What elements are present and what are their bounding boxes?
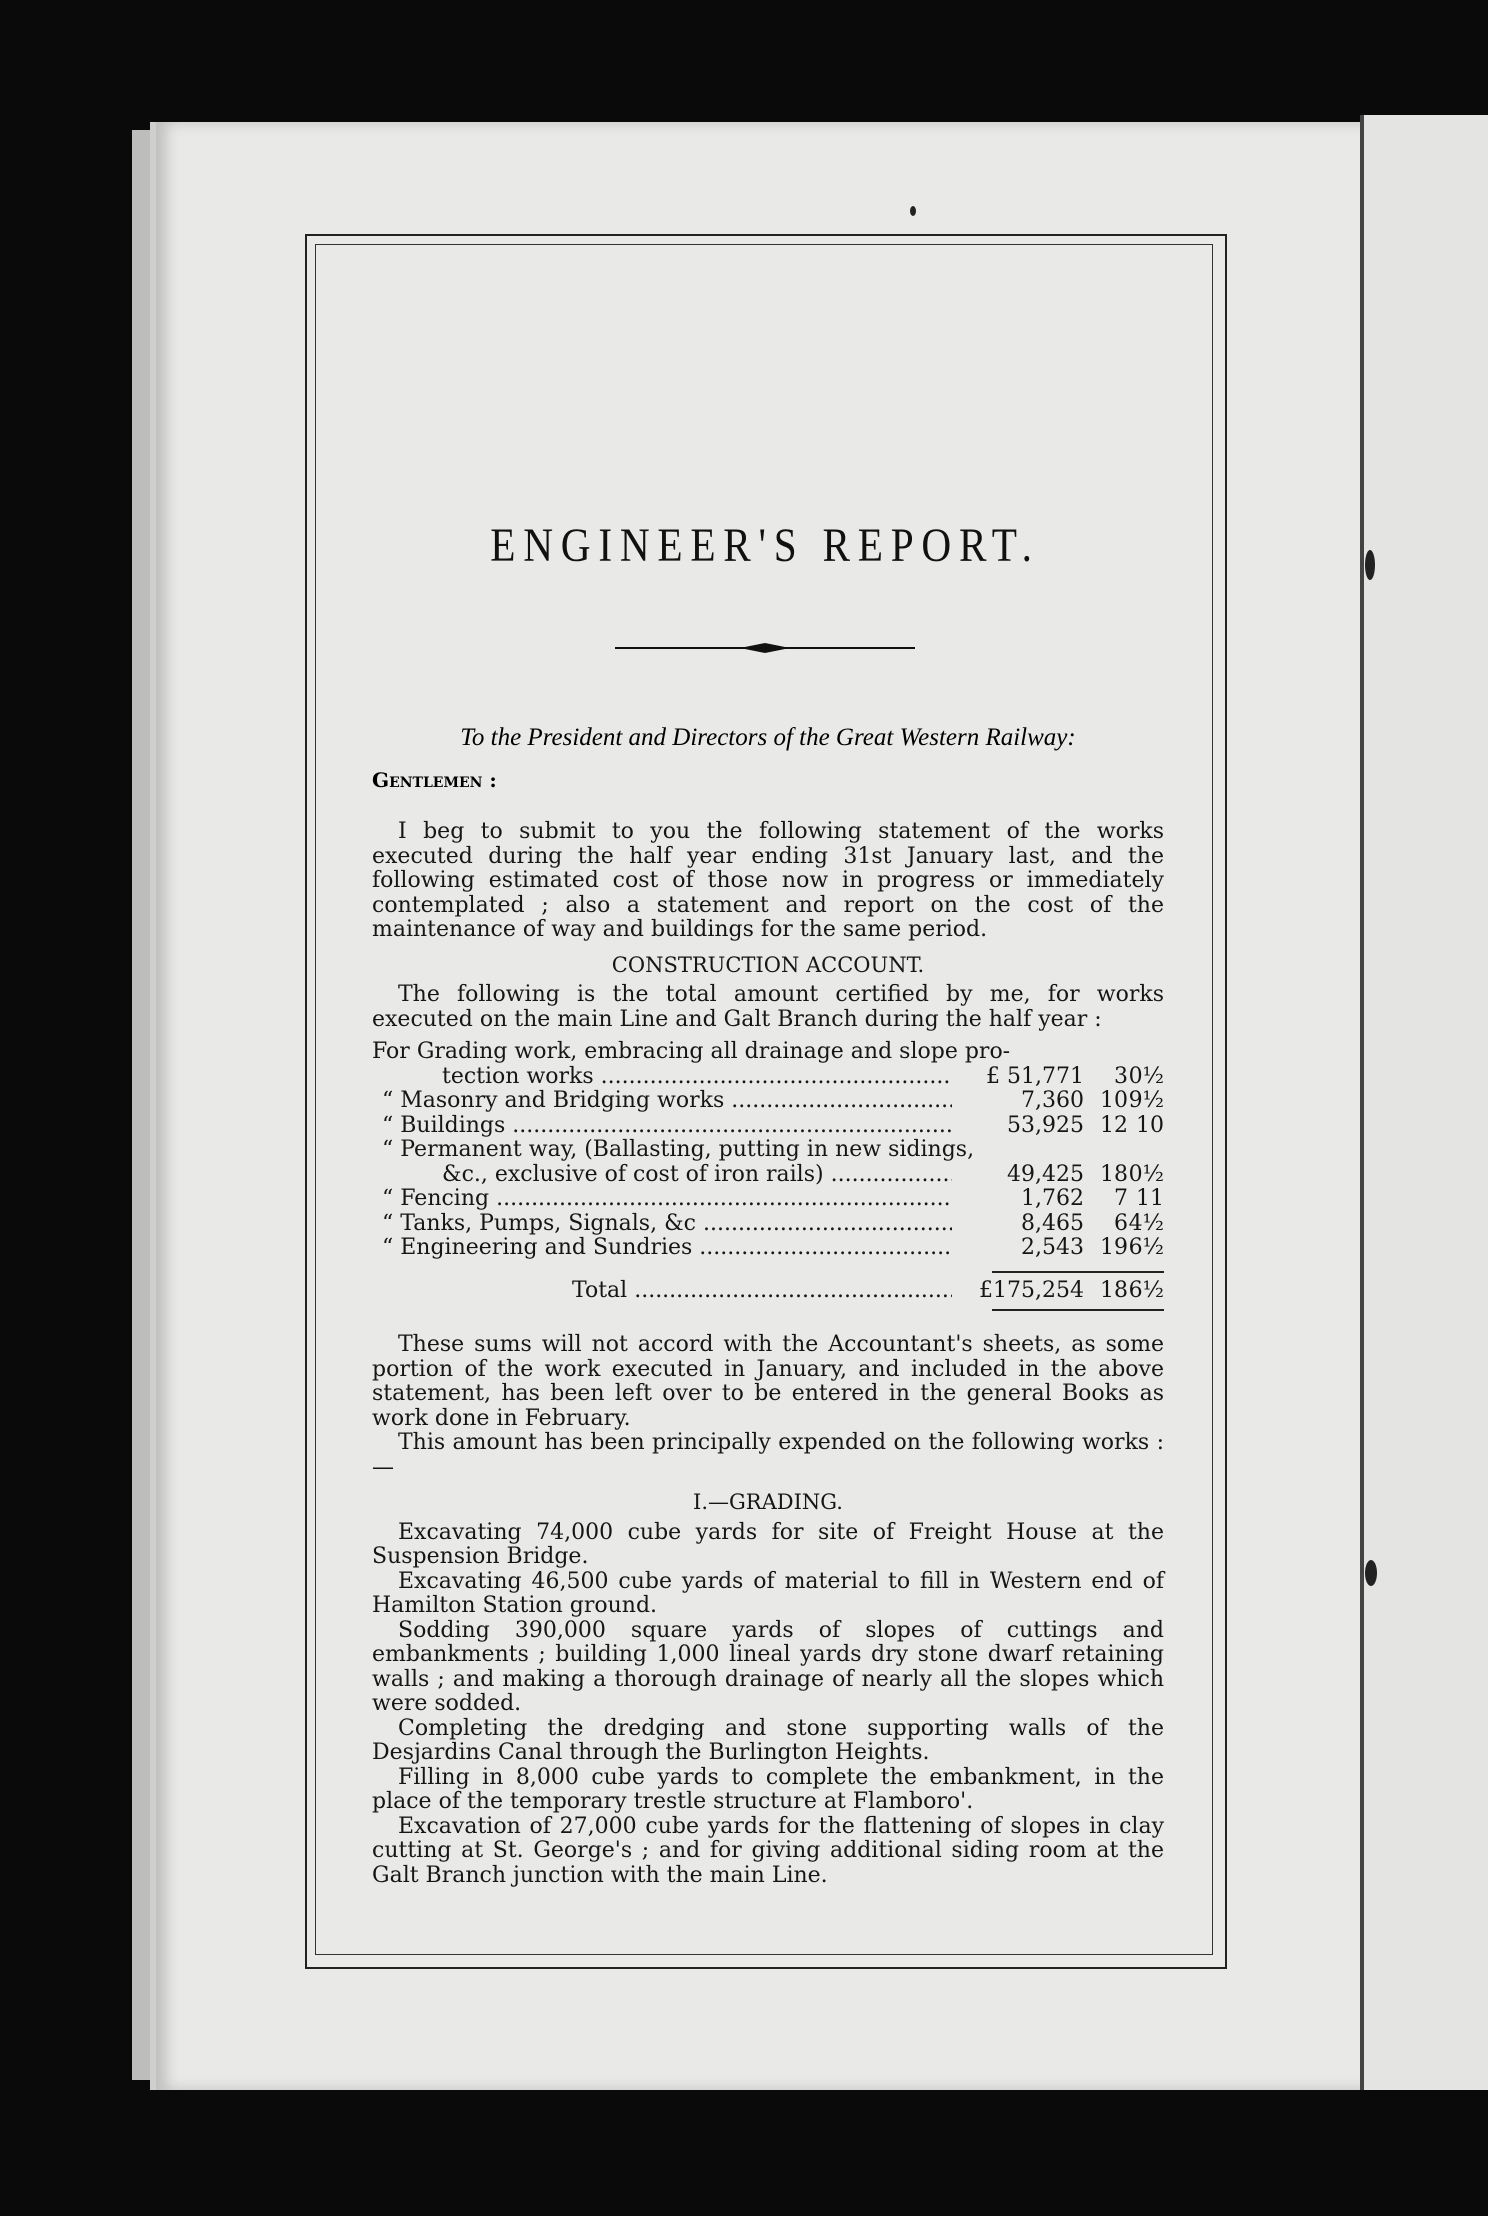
account-row-pence: 4½	[1128, 1210, 1164, 1236]
grading-list	[372, 1521, 1164, 1889]
construction-heading: CONSTRUCTION ACCOUNT.	[611, 952, 925, 977]
account-row-line1: “ Permanent way, (Ballasting, putting in new sidings,	[382, 1137, 975, 1162]
edge-mark	[1365, 1560, 1377, 1586]
account-row-pence: 11	[1136, 1186, 1164, 1211]
account-row	[372, 1187, 1164, 1212]
intro-paragraph: I beg to submit to you the following statement of the works executed during the half year ending 31st January last, and the following estimated cost of those now in progress or immediately contemplated ; also a statement and report on the cost of the maintenance of way and buildings for the same period.	[372, 819, 1164, 942]
account-row	[372, 1212, 1164, 1237]
edge-mark	[1365, 550, 1375, 580]
account-row-shillings: 19	[1100, 1235, 1128, 1260]
ink-speck	[910, 206, 916, 216]
account-row-shillings: 6	[1114, 1210, 1128, 1236]
account-row	[372, 1089, 1164, 1114]
account-row-shillings: 12	[1100, 1112, 1128, 1138]
account-row-header-permanent	[372, 1138, 1164, 1163]
salutation: Gentlemen :	[372, 768, 497, 792]
account-row-shillings: 10	[1100, 1088, 1128, 1113]
grading-item: Filling in 8,000 cube yards to complete the embankment, in the place of the temporary trestle structure at Flamboro'.	[372, 1764, 1164, 1814]
account-row-shillings: 3	[1114, 1063, 1128, 1089]
accountant-note: These sums will not accord with the Accountant's sheets, as some portion of the work executed in January, and included in the above statement, has been left over to be entered in the general Books as work done in February.	[372, 1332, 1164, 1431]
account-row-header-grading	[372, 1040, 1164, 1065]
address-line: To the President and Directors of the Great Western Railway:	[460, 724, 1076, 751]
account-row	[372, 1114, 1164, 1139]
book-spine	[132, 130, 150, 2080]
account-row-pounds: 49,425	[1007, 1161, 1084, 1187]
account-row-pounds: 2,543	[1021, 1235, 1084, 1260]
grading-item: Sodding 390,000 square yards of slopes of cuttings and embankments ; building 1,000 lineal yards dry stone dwarf retaining walls ; and making a thorough drainage of nearly all the slopes which were sodded.	[372, 1617, 1164, 1716]
account-row-label: “ Buildings .....	[372, 1114, 952, 1139]
grading-heading: I.—GRADING.	[693, 1490, 843, 1514]
account-row-label: “ Masonry and Bridging works .....	[372, 1089, 952, 1114]
account-row-label: &c., exclusive of cost of iron rails) .....	[372, 1163, 952, 1188]
account-row-label: “ Fencing .....	[372, 1187, 952, 1212]
account-row-pence: 6½	[1128, 1235, 1164, 1260]
account-row-shillings: 18	[1100, 1161, 1128, 1187]
total-rule-top	[992, 1271, 1164, 1273]
account-row	[372, 1236, 1164, 1261]
account-row-label: “ Tanks, Pumps, Signals, &c .....	[372, 1212, 952, 1237]
grading-item: Excavating 46,500 cube yards of material to fill in Western end of Hamilton Station ground.	[372, 1568, 1164, 1618]
account-row-pounds: 53,925	[1007, 1112, 1084, 1138]
account-total-row	[372, 1279, 1164, 1304]
account-row-pounds: 7,360	[1021, 1088, 1084, 1113]
account-row-pence: 9½	[1128, 1088, 1164, 1113]
account-row-label: tection works .....	[372, 1065, 952, 1090]
grading-item: Excavating 74,000 cube yards for site of Freight House at the Suspension Bridge.	[372, 1519, 1164, 1569]
total-pounds: £175,254	[979, 1277, 1084, 1303]
grading-item: Completing the dredging and stone supporting walls of the Desjardins Canal through the Burlington Heights.	[372, 1715, 1164, 1765]
account-row-pounds: 1,762	[1021, 1186, 1084, 1211]
account-row-pence: 10	[1136, 1112, 1164, 1138]
total-rule-bottom	[992, 1309, 1164, 1311]
account-row-shillings: 7	[1114, 1186, 1128, 1211]
account-row-label: “ Engineering and Sundries .....	[372, 1236, 952, 1261]
grading-item: Excavation of 27,000 cube yards for the flattening of slopes in clay cutting at St. George's ; and for giving additional siding room at the Galt Branch junction with the main Line.	[372, 1813, 1164, 1888]
construction-intro: The following is the total amount certified by me, for works executed on the main Line and Galt Branch during the half year :	[372, 982, 1164, 1032]
account-row-pounds: £ 51,771	[986, 1063, 1084, 1089]
account-row	[372, 1065, 1164, 1090]
account-row-pounds: 8,465	[1021, 1210, 1084, 1236]
report-title: ENGINEER'S REPORT.	[490, 519, 1040, 572]
adjacent-page-edge	[1360, 115, 1488, 2090]
total-label: Total .....	[372, 1279, 952, 1304]
account-row-pence: 0½	[1128, 1063, 1164, 1089]
account-row	[372, 1163, 1164, 1188]
expended-line: This amount has been principally expended on the following works :—	[372, 1430, 1164, 1480]
title-ornament-rule	[615, 640, 915, 656]
account-row-pence: 0½	[1128, 1161, 1164, 1187]
total-pence: 6½	[1128, 1277, 1164, 1303]
account-table	[372, 1040, 1164, 1311]
total-shillings: 18	[1100, 1277, 1128, 1303]
account-row-line1: For Grading work, embracing all drainage and slope pro-	[372, 1039, 1011, 1064]
report-body	[372, 820, 1164, 1888]
